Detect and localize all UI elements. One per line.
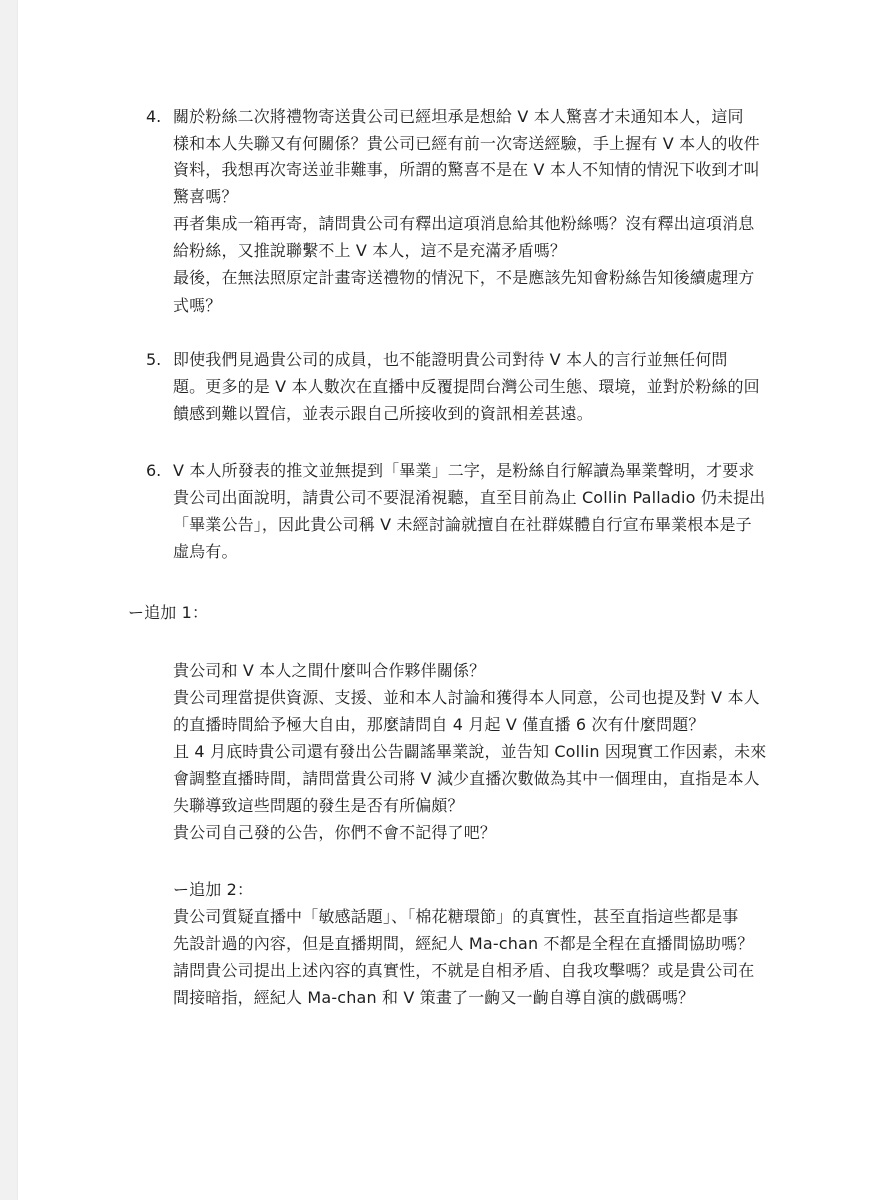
addendum-1-line-5: 會調整直播時間，請問當貴公司將 V 減少直播次數做為其中一個理由，直指是本人 bbox=[173, 769, 760, 788]
addendum-2-line-4: 間接暗指，經紀人 Ma-chan 和 V 策畫了一齣又一齣自導自演的戲碼嗎？ bbox=[173, 988, 695, 1007]
item-4-number: 4. bbox=[146, 107, 162, 126]
item-6-line-3: 「畢業公告」，因此貴公司稱 V 未經討論就擅自在社群媒體自行宣布畢業根本是子 bbox=[173, 515, 752, 534]
document-page bbox=[18, 0, 889, 1200]
item-4-line-2: 樣和本人失聯又有何關係？貴公司已經有前一次寄送經驗，手上握有 V 本人的收件 bbox=[173, 134, 760, 153]
addendum-1-line-4: 且 4 月底時貴公司還有發出公告闢謠畢業說，並告知 Collin 因現實工作因素，未來 bbox=[173, 742, 767, 761]
item-5-line-3: 饋感到難以置信，並表示跟自己所接收到的資訊相差甚遠。 bbox=[173, 404, 593, 423]
item-4-line-8: 式嗎？ bbox=[173, 296, 222, 315]
item-6-line-1: V 本人所發表的推文並無提到「畢業」二字，是粉絲自行解讀為畢業聲明，才要求 bbox=[173, 461, 755, 480]
addendum-2-line-1: 貴公司質疑直播中「敏感話題」、「棉花糖環節」的真實性，甚至直指這些都是事 bbox=[173, 907, 739, 926]
addendum-1-line-2: 貴公司理當提供資源、支援、並和本人討論和獲得本人同意，公司也提及對 V 本人 bbox=[173, 688, 760, 707]
item-5-number: 5. bbox=[146, 350, 162, 369]
item-4-line-7: 最後，在無法照原定計畫寄送禮物的情況下，不是應該先知會粉絲告知後續處理方 bbox=[173, 268, 755, 287]
item-6-line-2: 貴公司出面說明，請貴公司不要混淆視聽，直至目前為止 Collin Palladio 仍未提出 bbox=[173, 488, 766, 507]
addendum-1-line-6: 失聯導致這些問題的發生是否有所偏頗？ bbox=[173, 796, 464, 815]
item-4-line-6: 給粉絲，又推說聯繫不上 V 本人，這不是充滿矛盾嗎？ bbox=[173, 241, 567, 260]
addendum-1-line-7: 貴公司自己發的公告，你們不會不記得了吧？ bbox=[173, 823, 497, 842]
item-4-line-4: 驚喜嗎？ bbox=[173, 187, 238, 206]
item-4-line-5: 再者集成一箱再寄，請問貴公司有釋出這項消息給其他粉絲嗎？沒有釋出這項消息 bbox=[173, 214, 755, 233]
item-6-number: 6. bbox=[146, 461, 162, 480]
addendum-2-line-2: 先設計過的內容，但是直播期間，經紀人 Ma-chan 不都是全程在直播間協助嗎？ bbox=[173, 934, 754, 953]
item-4-line-3: 資料，我想再次寄送並非難事，所謂的驚喜不是在 V 本人不知情的情況下收到才叫 bbox=[173, 160, 760, 179]
addendum-1-line-3: 的直播時間給予極大自由，那麼請問自 4 月起 V 僅直播 6 次有什麼問題？ bbox=[173, 715, 705, 734]
addendum-2-line-3: 請問貴公司提出上述內容的真實性，不就是自相矛盾、自我攻擊嗎？或是貴公司在 bbox=[173, 961, 755, 980]
item-5-line-2: 題。更多的是 V 本人數次在直播中反覆提問台灣公司生態、環境，並對於粉絲的回 bbox=[173, 377, 760, 396]
addendum-2-heading: ー追加 2： bbox=[173, 880, 254, 899]
item-4-line-1: 關於粉絲二次將禮物寄送貴公司已經坦承是想給 V 本人驚喜才未通知本人，這同 bbox=[173, 107, 744, 126]
addendum-1-line-1: 貴公司和 V 本人之間什麼叫合作夥伴關係？ bbox=[173, 661, 486, 680]
item-5-line-1: 即使我們見過貴公司的成員，也不能證明貴公司對待 V 本人的言行並無任何問 bbox=[173, 350, 728, 369]
item-6-line-4: 虛烏有。 bbox=[173, 542, 238, 561]
addendum-1-heading: ー追加 1： bbox=[128, 603, 209, 622]
